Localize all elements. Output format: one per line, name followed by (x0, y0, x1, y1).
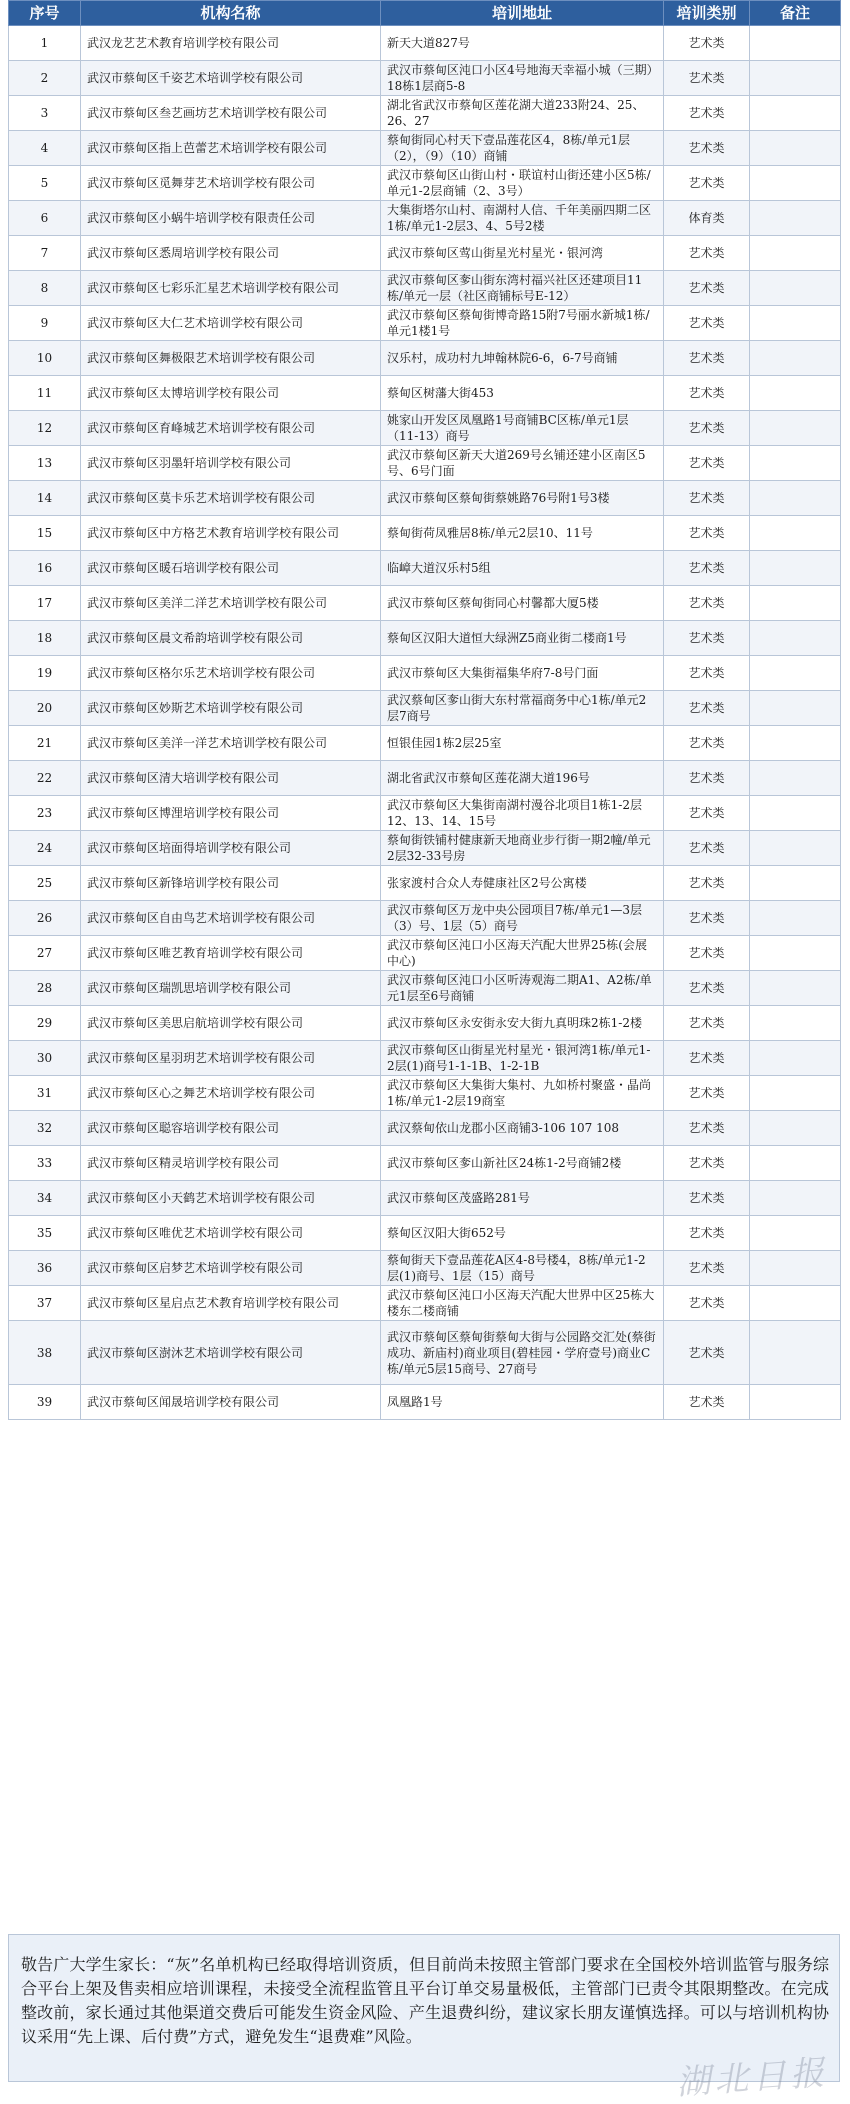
cell-address: 武汉市蔡甸区沌口小区听涛观海二期A1、A2栋/单元1层至6号商铺 (381, 971, 664, 1006)
cell-note (750, 831, 841, 866)
cell-no: 20 (9, 691, 81, 726)
cell-category: 艺术类 (664, 166, 750, 201)
cell-note (750, 61, 841, 96)
cell-note (750, 761, 841, 796)
cell-note (750, 481, 841, 516)
cell-note (750, 586, 841, 621)
cell-no: 25 (9, 866, 81, 901)
cell-note (750, 936, 841, 971)
cell-category: 艺术类 (664, 796, 750, 831)
cell-no: 35 (9, 1216, 81, 1251)
cell-name: 武汉市蔡甸区中方格艺术教育培训学校有限公司 (81, 516, 381, 551)
cell-address: 武汉市蔡甸区奓山新社区24栋1-2号商铺2楼 (381, 1146, 664, 1181)
cell-address: 武汉市蔡甸区山街星光村星光・银河湾1栋/单元1-2层(1)商号1-1-1B、1-2-1B (381, 1041, 664, 1076)
cell-address: 武汉市蔡甸区蔡甸街同心村馨都大厦5楼 (381, 586, 664, 621)
cell-no: 28 (9, 971, 81, 1006)
table-row (9, 586, 841, 621)
table-row (9, 516, 841, 551)
cell-address: 武汉市蔡甸区万龙中央公园项目7栋/单元1—3层（3）号、1层（5）商号 (381, 901, 664, 936)
cell-address: 姚家山开发区凤凰路1号商铺BC区栋/单元1层（11-13）商号 (381, 411, 664, 446)
cell-category: 艺术类 (664, 1251, 750, 1286)
cell-address: 武汉市蔡甸区山街山村・联谊村山街还建小区5栋/单元1-2层商铺（2、3号） (381, 166, 664, 201)
table-row (9, 1111, 841, 1146)
cell-category: 艺术类 (664, 1385, 750, 1420)
cell-address: 武汉市蔡甸区沌口小区4号地海天幸福小城（三期）18栋1层商5-8 (381, 61, 664, 96)
cell-address: 恒银佳园1栋2层25室 (381, 726, 664, 761)
table-row (9, 1385, 841, 1420)
cell-name: 武汉市蔡甸区妙斯艺术培训学校有限公司 (81, 691, 381, 726)
cell-note (750, 26, 841, 61)
cell-name: 武汉市蔡甸区启梦艺术培训学校有限公司 (81, 1251, 381, 1286)
table-row (9, 411, 841, 446)
cell-note (750, 691, 841, 726)
cell-address: 凤凰路1号 (381, 1385, 664, 1420)
cell-category: 艺术类 (664, 1146, 750, 1181)
cell-category: 艺术类 (664, 516, 750, 551)
cell-category: 艺术类 (664, 131, 750, 166)
cell-category: 艺术类 (664, 726, 750, 761)
cell-note (750, 1041, 841, 1076)
cell-no: 3 (9, 96, 81, 131)
cell-no: 36 (9, 1251, 81, 1286)
cell-no: 22 (9, 761, 81, 796)
cell-name: 武汉市蔡甸区小天鹤艺术培训学校有限公司 (81, 1181, 381, 1216)
cell-name: 武汉市蔡甸区莫卡乐艺术培训学校有限公司 (81, 481, 381, 516)
cell-note (750, 131, 841, 166)
cell-no: 37 (9, 1286, 81, 1321)
cell-name: 武汉市蔡甸区自由鸟艺术培训学校有限公司 (81, 901, 381, 936)
cell-name: 武汉市蔡甸区暖石培训学校有限公司 (81, 551, 381, 586)
cell-address: 武汉蔡甸依山龙郡小区商铺3-106 107 108 (381, 1111, 664, 1146)
cell-address: 武汉市蔡甸区大集街大集村、九如桥村聚盛・晶尚1栋/单元1-2层19商室 (381, 1076, 664, 1111)
table-row (9, 1286, 841, 1321)
cell-address: 临嶂大道汉乐村5组 (381, 551, 664, 586)
table-row (9, 691, 841, 726)
table-row (9, 481, 841, 516)
cell-category: 艺术类 (664, 61, 750, 96)
cell-note (750, 376, 841, 411)
cell-address: 汉乐村，成功村九坤翰林院6-6，6-7号商铺 (381, 341, 664, 376)
table-row (9, 1321, 841, 1385)
cell-address: 湖北省武汉市蔡甸区莲花湖大道196号 (381, 761, 664, 796)
cell-note (750, 1286, 841, 1321)
cell-address: 武汉市蔡甸区新天大道269号幺铺还建小区南区5号、6号门面 (381, 446, 664, 481)
cell-no: 18 (9, 621, 81, 656)
table-row (9, 1076, 841, 1111)
cell-no: 17 (9, 586, 81, 621)
cell-no: 13 (9, 446, 81, 481)
table-header-row (9, 1, 841, 26)
cell-name: 武汉市蔡甸区美思启航培训学校有限公司 (81, 1006, 381, 1041)
cell-no: 19 (9, 656, 81, 691)
cell-name: 武汉市蔡甸区指上芭蕾艺术培训学校有限公司 (81, 131, 381, 166)
cell-name: 武汉龙艺艺术教育培训学校有限公司 (81, 26, 381, 61)
cell-name: 武汉市蔡甸区太博培训学校有限公司 (81, 376, 381, 411)
cell-no: 30 (9, 1041, 81, 1076)
cell-note (750, 236, 841, 271)
cell-no: 16 (9, 551, 81, 586)
cell-category: 艺术类 (664, 971, 750, 1006)
cell-name: 武汉市蔡甸区博浬培训学校有限公司 (81, 796, 381, 831)
cell-name: 武汉市蔡甸区闻晟培训学校有限公司 (81, 1385, 381, 1420)
table-row (9, 1041, 841, 1076)
cell-address: 蔡甸街铁铺村健康新天地商业步行街一期2幢/单元2层32-33号房 (381, 831, 664, 866)
cell-no: 6 (9, 201, 81, 236)
cell-no: 24 (9, 831, 81, 866)
cell-note (750, 1146, 841, 1181)
cell-category: 艺术类 (664, 691, 750, 726)
cell-name: 武汉市蔡甸区叁艺画坊艺术培训学校有限公司 (81, 96, 381, 131)
cell-no: 26 (9, 901, 81, 936)
cell-no: 32 (9, 1111, 81, 1146)
cell-no: 14 (9, 481, 81, 516)
cell-no: 7 (9, 236, 81, 271)
cell-no: 34 (9, 1181, 81, 1216)
institution-table (8, 0, 841, 1420)
cell-note (750, 516, 841, 551)
table-row (9, 61, 841, 96)
header-address: 培训地址 (381, 1, 664, 26)
cell-address: 武汉市蔡甸区沌口小区海天汽配大世界25栋(会展中心) (381, 936, 664, 971)
cell-address: 武汉蔡甸区奓山街大东村常福商务中心1栋/单元2层7商号 (381, 691, 664, 726)
cell-category: 艺术类 (664, 551, 750, 586)
header-category: 培训类别 (664, 1, 750, 26)
cell-address: 蔡甸区汉阳大街652号 (381, 1216, 664, 1251)
cell-address: 武汉市蔡甸区蔡甸街蔡甸大街与公园路交汇处(蔡街成功、新庙村)商业项目(碧桂园・学府壹号)商业C栋/单元5层15商号、27商号 (381, 1321, 664, 1385)
table-row (9, 201, 841, 236)
cell-note (750, 656, 841, 691)
table-row (9, 831, 841, 866)
cell-no: 12 (9, 411, 81, 446)
cell-no: 9 (9, 306, 81, 341)
cell-name: 武汉市蔡甸区七彩乐汇星艺术培训学校有限公司 (81, 271, 381, 306)
cell-note (750, 866, 841, 901)
table-row (9, 1216, 841, 1251)
cell-category: 艺术类 (664, 586, 750, 621)
cell-name: 武汉市蔡甸区格尔乐艺术培训学校有限公司 (81, 656, 381, 691)
cell-no: 15 (9, 516, 81, 551)
cell-note (750, 166, 841, 201)
cell-note (750, 306, 841, 341)
cell-category: 艺术类 (664, 341, 750, 376)
cell-category: 艺术类 (664, 901, 750, 936)
cell-address: 武汉市蔡甸区大集街福集华府7-8号门面 (381, 656, 664, 691)
cell-name: 武汉市蔡甸区千姿艺术培训学校有限公司 (81, 61, 381, 96)
table-row (9, 1006, 841, 1041)
cell-category: 艺术类 (664, 271, 750, 306)
cell-name: 武汉市蔡甸区星启点艺术教育培训学校有限公司 (81, 1286, 381, 1321)
cell-address: 蔡甸街天下壹品莲花A区4-8号楼4，8栋/单元1-2层(1)商号、1层（15）商号 (381, 1251, 664, 1286)
cell-name: 武汉市蔡甸区晨文希韵培训学校有限公司 (81, 621, 381, 656)
table-row (9, 621, 841, 656)
cell-name: 武汉市蔡甸区心之舞艺术培训学校有限公司 (81, 1076, 381, 1111)
header-no: 序号 (9, 1, 81, 26)
header-name: 机构名称 (81, 1, 381, 26)
table-row (9, 236, 841, 271)
cell-category: 艺术类 (664, 96, 750, 131)
cell-address: 张家渡村合众人寿健康社区2号公寓楼 (381, 866, 664, 901)
cell-note (750, 971, 841, 1006)
table-row (9, 96, 841, 131)
table-row (9, 446, 841, 481)
table-row (9, 26, 841, 61)
table-row (9, 936, 841, 971)
cell-no: 23 (9, 796, 81, 831)
cell-address: 武汉市蔡甸区永安街永安大街九真明珠2栋1-2楼 (381, 1006, 664, 1041)
cell-name: 武汉市蔡甸区美洋二洋艺术培训学校有限公司 (81, 586, 381, 621)
cell-name: 武汉市蔡甸区精灵培训学校有限公司 (81, 1146, 381, 1181)
cell-name: 武汉市蔡甸区大仁艺术培训学校有限公司 (81, 306, 381, 341)
cell-note (750, 621, 841, 656)
cell-address: 武汉市蔡甸区蔡甸街蔡姚路76号附1号3楼 (381, 481, 664, 516)
cell-no: 29 (9, 1006, 81, 1041)
table-row (9, 726, 841, 761)
cell-category: 艺术类 (664, 1181, 750, 1216)
cell-category: 艺术类 (664, 656, 750, 691)
cell-category: 艺术类 (664, 761, 750, 796)
cell-no: 8 (9, 271, 81, 306)
table-row (9, 131, 841, 166)
cell-note (750, 1321, 841, 1385)
cell-name: 武汉市蔡甸区悉周培训学校有限公司 (81, 236, 381, 271)
cell-address: 武汉市蔡甸区大集街南湖村漫谷北项目1栋1-2层12、13、14、15号 (381, 796, 664, 831)
cell-address: 蔡甸区树藩大街453 (381, 376, 664, 411)
cell-address: 大集街塔尔山村、南湖村人信、千年美丽四期二区1栋/单元1-2层3、4、5号2楼 (381, 201, 664, 236)
cell-category: 艺术类 (664, 1111, 750, 1146)
table-row (9, 796, 841, 831)
table-row (9, 971, 841, 1006)
header-note: 备注 (750, 1, 841, 26)
cell-category: 艺术类 (664, 1321, 750, 1385)
cell-no: 33 (9, 1146, 81, 1181)
cell-category: 艺术类 (664, 236, 750, 271)
cell-category: 艺术类 (664, 1006, 750, 1041)
cell-category: 艺术类 (664, 1041, 750, 1076)
table-row (9, 1181, 841, 1216)
cell-no: 21 (9, 726, 81, 761)
cell-category: 艺术类 (664, 621, 750, 656)
cell-category: 艺术类 (664, 481, 750, 516)
cell-note (750, 1006, 841, 1041)
cell-category: 艺术类 (664, 1216, 750, 1251)
cell-note (750, 1181, 841, 1216)
cell-no: 27 (9, 936, 81, 971)
cell-no: 39 (9, 1385, 81, 1420)
cell-no: 11 (9, 376, 81, 411)
cell-name: 武汉市蔡甸区育峰城艺术培训学校有限公司 (81, 411, 381, 446)
cell-category: 艺术类 (664, 831, 750, 866)
cell-category: 体育类 (664, 201, 750, 236)
cell-name: 武汉市蔡甸区清大培训学校有限公司 (81, 761, 381, 796)
cell-address: 蔡甸街同心村天下壹品莲花区4，8栋/单元1层（2），（9）（10）商铺 (381, 131, 664, 166)
table-row (9, 761, 841, 796)
cell-note (750, 1216, 841, 1251)
cell-category: 艺术类 (664, 866, 750, 901)
cell-name: 武汉市蔡甸区瑞凯思培训学校有限公司 (81, 971, 381, 1006)
table-row (9, 1146, 841, 1181)
cell-note (750, 1385, 841, 1420)
table-row (9, 306, 841, 341)
notice-text: 敬告广大学生家长：“灰”名单机构已经取得培训资质，但目前尚未按照主管部门要求在全国校外培训监管与服务综合平台上架及售卖相应培训课程，未接受全流程监管且平台订单交易量极低，主管部门已责令其限期整改。在完成整改前，家长通过其他渠道交费后可能发生资金风险、产生退费纠纷，建议家长朋友谨慎选择。可以与培训机构协议采用“先上课、后付费”方式，避免发生“退费难”风险。 (21, 1955, 829, 2046)
cell-note (750, 551, 841, 586)
cell-no: 31 (9, 1076, 81, 1111)
cell-name: 武汉市蔡甸区聪容培训学校有限公司 (81, 1111, 381, 1146)
table-row (9, 341, 841, 376)
table-row (9, 901, 841, 936)
cell-no: 4 (9, 131, 81, 166)
cell-no: 5 (9, 166, 81, 201)
cell-note (750, 796, 841, 831)
table-body (9, 26, 841, 1420)
cell-note (750, 411, 841, 446)
cell-address: 蔡甸街荷凤雅居8栋/单元2层10、11号 (381, 516, 664, 551)
cell-category: 艺术类 (664, 26, 750, 61)
table-row (9, 376, 841, 411)
cell-address: 蔡甸区汉阳大道恒大绿洲Z5商业街二楼商1号 (381, 621, 664, 656)
table-row (9, 166, 841, 201)
cell-address: 湖北省武汉市蔡甸区莲花湖大道233附24、25、26、27 (381, 96, 664, 131)
cell-address: 武汉市蔡甸区蔡甸街博奇路15附7号丽水新城1栋/单元1楼1号 (381, 306, 664, 341)
cell-address: 武汉市蔡甸区莺山街星光村星光・银河湾 (381, 236, 664, 271)
cell-note (750, 1251, 841, 1286)
table-row (9, 551, 841, 586)
cell-note (750, 1076, 841, 1111)
cell-note (750, 726, 841, 761)
cell-name: 武汉市蔡甸区唯艺教育培训学校有限公司 (81, 936, 381, 971)
cell-name: 武汉市蔡甸区星羽玥艺术培训学校有限公司 (81, 1041, 381, 1076)
cell-category: 艺术类 (664, 936, 750, 971)
cell-name: 武汉市蔡甸区美洋一洋艺术培训学校有限公司 (81, 726, 381, 761)
cell-note (750, 96, 841, 131)
cell-name: 武汉市蔡甸区唯优艺术培训学校有限公司 (81, 1216, 381, 1251)
cell-note (750, 901, 841, 936)
cell-name: 武汉市蔡甸区羽墨轩培训学校有限公司 (81, 446, 381, 481)
cell-address: 武汉市蔡甸区沌口小区海天汽配大世界中区25栋大楼东二楼商铺 (381, 1286, 664, 1321)
cell-no: 38 (9, 1321, 81, 1385)
newspaper-watermark: 湖北日报 (675, 2052, 830, 2104)
cell-name: 武汉市蔡甸区舞极限艺术培训学校有限公司 (81, 341, 381, 376)
table-row (9, 271, 841, 306)
cell-category: 艺术类 (664, 411, 750, 446)
table-row (9, 866, 841, 901)
cell-name: 武汉市蔡甸区培面得培训学校有限公司 (81, 831, 381, 866)
cell-note (750, 201, 841, 236)
cell-category: 艺术类 (664, 376, 750, 411)
cell-note (750, 341, 841, 376)
cell-name: 武汉市蔡甸区觅舞芽艺术培训学校有限公司 (81, 166, 381, 201)
cell-no: 10 (9, 341, 81, 376)
table-row (9, 1251, 841, 1286)
cell-no: 2 (9, 61, 81, 96)
cell-address: 武汉市蔡甸区茂盛路281号 (381, 1181, 664, 1216)
cell-note (750, 1111, 841, 1146)
cell-address: 武汉市蔡甸区奓山街东湾村福兴社区还建项目11栋/单元一层（社区商铺标号E-12） (381, 271, 664, 306)
cell-category: 艺术类 (664, 1286, 750, 1321)
cell-name: 武汉市蔡甸区新锋培训学校有限公司 (81, 866, 381, 901)
cell-category: 艺术类 (664, 446, 750, 481)
cell-note (750, 271, 841, 306)
cell-note (750, 446, 841, 481)
cell-category: 艺术类 (664, 1076, 750, 1111)
cell-category: 艺术类 (664, 306, 750, 341)
cell-name: 武汉市蔡甸区小蜗牛培训学校有限责任公司 (81, 201, 381, 236)
cell-no: 1 (9, 26, 81, 61)
cell-address: 新天大道827号 (381, 26, 664, 61)
cell-name: 武汉市蔡甸区澍沐艺术培训学校有限公司 (81, 1321, 381, 1385)
table-row (9, 656, 841, 691)
